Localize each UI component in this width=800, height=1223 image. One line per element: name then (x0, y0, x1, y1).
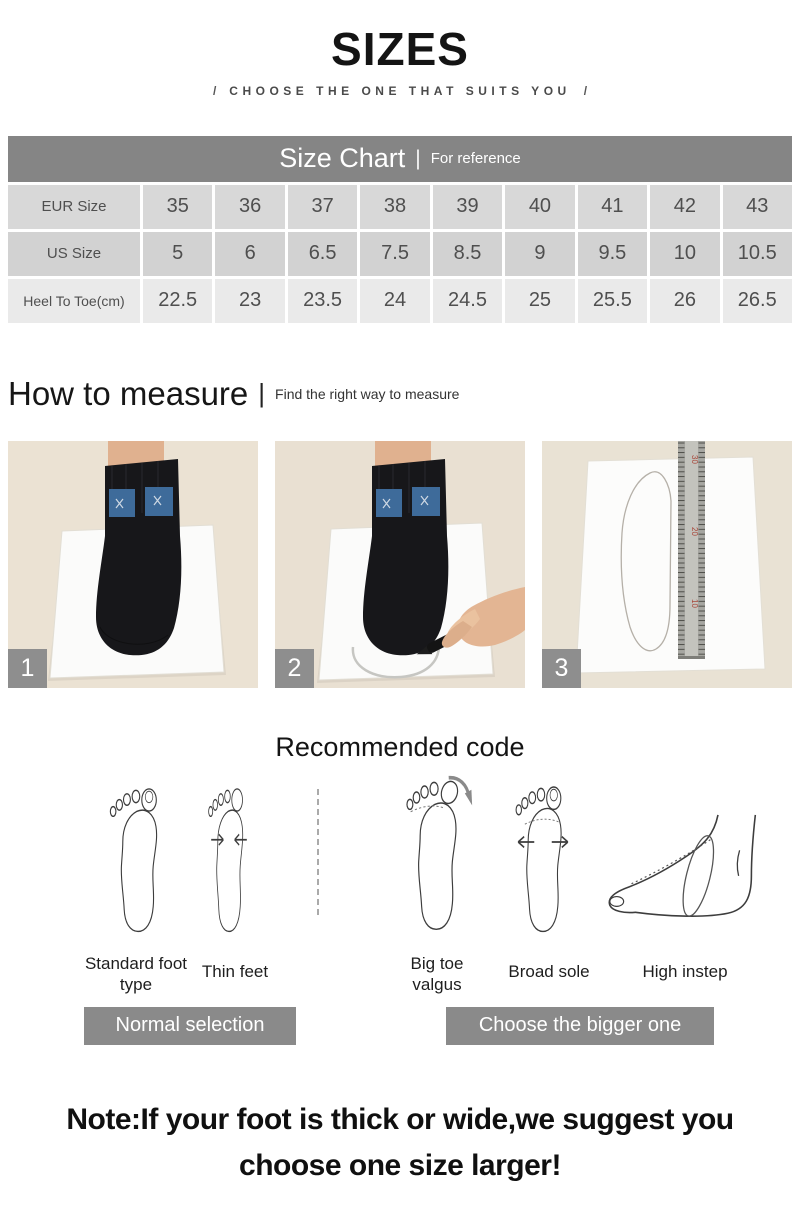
table-cell: 23 (215, 279, 284, 323)
step-3-photo (542, 441, 792, 688)
foot-label-valgus: Big toe valgus (410, 953, 464, 994)
ruler-mark-20: 20 (690, 526, 699, 536)
table-cell: 38 (360, 185, 429, 229)
size-chart-title: Size Chart (279, 143, 406, 174)
step-1-photo (8, 441, 258, 688)
page-subtitle (0, 84, 800, 98)
table-cell: 10 (650, 232, 719, 276)
table-cell: 25 (505, 279, 574, 323)
how-to-measure-title: How to measure (8, 374, 249, 412)
table-cell: 23.5 (288, 279, 357, 323)
page-title: SIZES (331, 23, 469, 75)
table-cell: 42 (650, 185, 719, 229)
normal-selection-bar: Normal selection (84, 1007, 296, 1045)
table-row-us (8, 232, 792, 276)
table-cell: 7.5 (360, 232, 429, 276)
subtitle-slash-left: / (212, 83, 217, 98)
group-divider (317, 789, 319, 915)
table-cell: 9 (505, 232, 574, 276)
foot-label-broad: Broad sole (508, 961, 590, 981)
table-cell: 26.5 (723, 279, 792, 323)
table-cell: 9.5 (578, 232, 647, 276)
size-note (0, 1097, 800, 1216)
foot-label-thin: Thin feet (201, 961, 269, 981)
table-cell: 24 (360, 279, 429, 323)
size-chart-divider: | (415, 146, 421, 170)
step-number-badge: 1 (8, 649, 47, 688)
size-chart-reference-note: For reference (430, 150, 521, 168)
table-cell: 6.5 (288, 232, 357, 276)
table-cell: 5 (143, 232, 212, 276)
row-label-heel-toe: Heel To Toe(cm) (8, 279, 140, 323)
step-number-badge: 3 (542, 649, 581, 688)
table-cell: 37 (288, 185, 357, 229)
step-number-badge: 2 (275, 649, 314, 688)
ruler-mark-10: 10 (690, 598, 699, 608)
how-to-measure-divider: | (258, 378, 266, 409)
row-label-eur: EUR Size (8, 185, 140, 229)
size-chart-table (8, 136, 792, 323)
measure-steps-photos (8, 441, 792, 688)
how-to-measure-header (8, 375, 792, 413)
table-cell: 22.5 (143, 279, 212, 323)
table-row-heel-toe (8, 279, 792, 323)
instep-girth-loop-icon (677, 833, 720, 919)
ruler-mark-30: 30 (690, 454, 699, 464)
subtitle-text: CHOOSE THE ONE THAT SUITS YOU (229, 83, 571, 98)
recommended-section (0, 773, 800, 1055)
table-cell: 36 (215, 185, 284, 229)
step-2-photo (275, 441, 525, 688)
subtitle-slash-right: / (583, 83, 588, 98)
table-cell: 8.5 (433, 232, 502, 276)
table-cell: 10.5 (723, 232, 792, 276)
note-line-2: choose one size larger! (239, 1149, 561, 1183)
table-cell: 25.5 (578, 279, 647, 323)
table-cell: 39 (433, 185, 502, 229)
broad-sole-foot-icon (506, 783, 580, 935)
how-to-measure-subtitle: Find the right way to measure (275, 385, 460, 402)
table-cell: 6 (215, 232, 284, 276)
choose-bigger-bar: Choose the bigger one (446, 1007, 714, 1045)
table-cell: 43 (723, 185, 792, 229)
high-instep-foot-icon (602, 811, 774, 929)
thin-foot-icon (201, 785, 257, 935)
row-label-us: US Size (8, 232, 140, 276)
table-cell: 35 (143, 185, 212, 229)
foot-label-standard: Standard foot type (84, 953, 188, 994)
table-row-eur (8, 185, 792, 229)
size-chart-header (8, 136, 792, 182)
big-toe-valgus-foot-icon (396, 775, 478, 933)
standard-foot-icon (100, 785, 176, 935)
foot-label-instep: High instep (642, 961, 728, 981)
recommended-title: Recommended code (275, 731, 525, 762)
table-cell: 40 (505, 185, 574, 229)
table-cell: 24.5 (433, 279, 502, 323)
note-line-1: Note:If your foot is thick or wide,we suggest you (66, 1102, 734, 1136)
table-cell: 26 (650, 279, 719, 323)
ruler-illustration (678, 441, 705, 659)
table-cell: 41 (578, 185, 647, 229)
